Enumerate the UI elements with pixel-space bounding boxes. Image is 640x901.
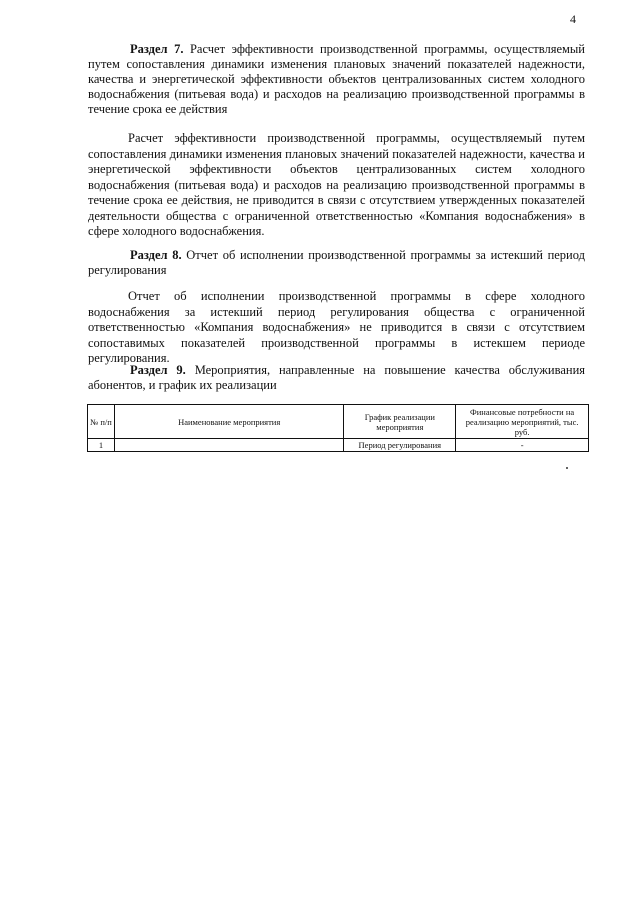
- section-9-heading: [88, 363, 585, 393]
- activities-table: [87, 404, 589, 452]
- section-8-body: Отчет об исполнении производственной программы в сфере холодного водоснабжения за истекший период регулирования общества с ограниченной ответственностью «Компания водоснабжения» не приводится в связи с отсутствием сопоставимых показателей производственной программы в истекшем периоде регулирования.: [88, 289, 585, 365]
- section-8-heading: [88, 248, 585, 278]
- cell-financial-needs: -: [456, 439, 589, 452]
- section-7-title: Расчет эффективности производственной программы, осуществляемый путем сопоставления динамики изменения плановых значений показателей надежности, качества и энергетической эффективности объектов централизованных систем холодного водоснабжения (питьевая вода) и расходов на реализацию производственной программы в течение срока ее действия: [88, 42, 585, 116]
- section-9-label: Раздел 9.: [130, 363, 186, 377]
- section-8-title: Отчет об исполнении производственной программы за истекший период регулирования: [88, 248, 586, 277]
- cell-number: 1: [88, 439, 115, 452]
- cell-schedule: Период регулирования: [344, 439, 456, 452]
- header-financial-needs: Финансовые потребности на реализацию мероприятий, тыс. руб.: [456, 405, 589, 439]
- section-7-label: Раздел 7.: [130, 42, 184, 56]
- table-header-row: [88, 405, 589, 439]
- section-9-title: Мероприятия, направленные на повышение качества обслуживания абонентов, и график их реализации: [88, 363, 586, 392]
- cell-activity-name: [114, 439, 343, 452]
- scan-speck: [566, 467, 568, 469]
- table-row: [88, 439, 589, 452]
- page-number: 4: [570, 12, 576, 26]
- section-7-heading: [88, 42, 585, 117]
- header-schedule: График реализации мероприятия: [344, 405, 456, 439]
- header-number: № п/п: [88, 405, 115, 439]
- section-7-body: Расчет эффективности производственной программы, осуществляемый путем сопоставления динамики изменения плановых значений показателей надежности, качества и энергетической эффективности объектов централизованных систем холодного водоснабжения (питьевая вода) и расходов на реализацию производственной программы в течение срока ее действия, не приводится в связи с отсутствием утвержденных показателей деятельности общества с ограниченной ответственностью «Компания водоснабжения» в сфере холодного водоснабжения.: [88, 131, 585, 238]
- section-8-label: Раздел 8.: [130, 248, 182, 262]
- header-activity-name: Наименование мероприятия: [114, 405, 343, 439]
